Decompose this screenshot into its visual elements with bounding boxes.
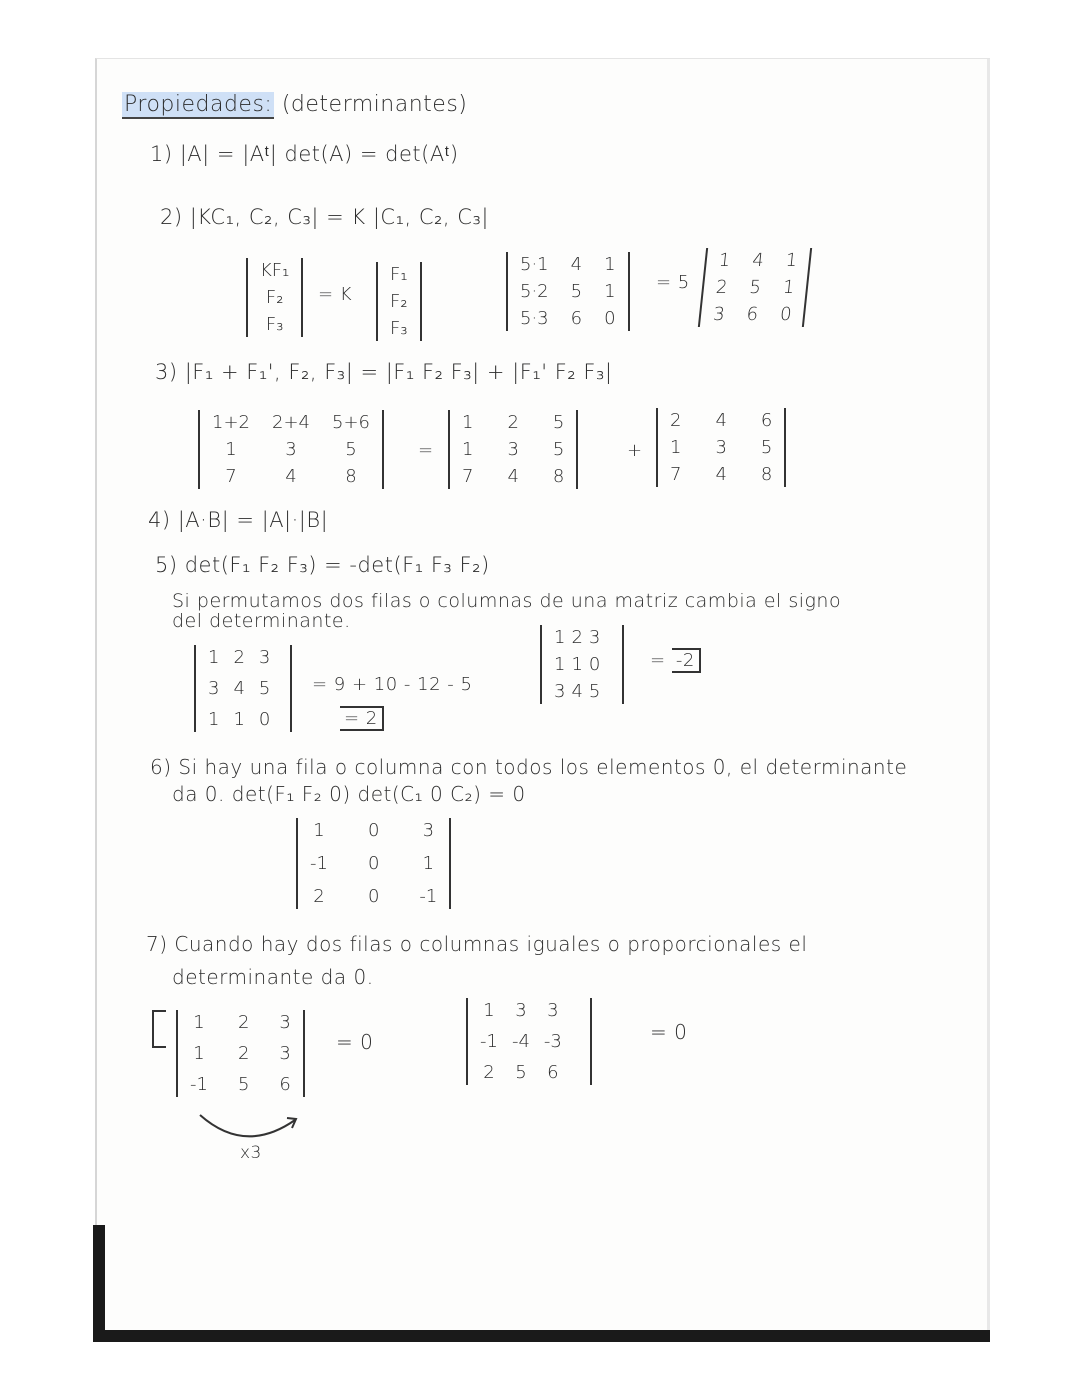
property-2: 2) |KC₁, C₂, C₃| = K |C₁, C₂, C₃| <box>160 205 489 229</box>
matrix-cell: 1 <box>462 439 474 460</box>
equals-zero-b: = 0 <box>650 1020 688 1044</box>
matrix-cell: KF₁ <box>260 260 290 281</box>
matrix-cell: 1 <box>571 654 583 675</box>
matrix-cell: 2 <box>237 1012 250 1033</box>
matrix-cell: 1 <box>208 647 220 668</box>
matrix-7b <box>466 998 592 1085</box>
matrix-cell: 0 <box>778 304 793 325</box>
property-4: 4) |A·B| = |A|·|B| <box>148 508 329 532</box>
matrix-cell: 1 <box>208 709 220 730</box>
matrix-cell: -1 <box>480 1031 498 1052</box>
matrix-cell: 1 <box>784 250 799 271</box>
matrix-cell: 1 <box>422 853 435 874</box>
matrix-cell: 5·3 <box>520 308 549 329</box>
matrix-cell: -1 <box>190 1074 208 1095</box>
matrix-cell: 1 <box>604 281 616 302</box>
matrix-cell: 0 <box>367 853 380 874</box>
matrix-cell: F₁ <box>390 264 408 285</box>
matrix-cell: 1 <box>225 439 237 460</box>
matrix-cell: 1 <box>462 412 474 433</box>
matrix-cell: 5 <box>570 281 583 302</box>
matrix-cell: 8 <box>345 466 357 487</box>
property-3: 3) |F₁ + F₁', F₂, F₃| = |F₁ F₂ F₃| + |F₁' F₂ F₃| <box>155 360 613 384</box>
background-edge <box>93 1225 105 1340</box>
matrix-cell: 3 <box>422 820 435 841</box>
matrix-7a <box>176 1010 305 1097</box>
matrix-cell: 3 <box>712 304 726 325</box>
matrix-cell: 2 <box>670 410 682 431</box>
matrix-5b <box>540 625 624 704</box>
matrix-f <box>376 262 422 341</box>
matrix-cell: 2 <box>313 886 325 907</box>
matrix-cell: -1 <box>310 853 328 874</box>
matrix-cell: 5 <box>345 439 357 460</box>
matrix-cell: 4 <box>285 466 297 487</box>
matrix-cell: 5 <box>588 681 601 702</box>
matrix-kf <box>246 258 303 337</box>
plus-sign: + <box>627 440 643 461</box>
matrix-cell: 3 <box>515 1000 527 1021</box>
result-a <box>340 708 384 729</box>
matrix-cell: 3 <box>715 437 727 458</box>
matrix-cell: 4 <box>751 250 765 271</box>
matrix-cell: 2 <box>233 647 245 668</box>
matrix-cell: 7 <box>225 466 237 487</box>
matrix-cell: -3 <box>543 1031 562 1052</box>
matrix-cell: 5 <box>760 437 773 458</box>
matrix-cell: 3 <box>554 681 566 702</box>
result-b <box>650 650 701 671</box>
matrix-cell: 2 <box>571 627 583 648</box>
matrix-cell: 5·2 <box>520 281 549 302</box>
matrix-cell: 5 <box>515 1062 527 1083</box>
matrix-cell: F₂ <box>390 291 408 312</box>
matrix-cell: 3 <box>258 647 271 668</box>
matrix-cell: 3 <box>507 439 519 460</box>
property-6-cont: da 0. det(F₁ F₂ 0) det(C₁ 0 C₂) = 0 <box>172 782 526 806</box>
matrix-cell: 5 <box>552 412 565 433</box>
matrix-cell: 2 <box>714 277 729 298</box>
property-7-cont: determinante da 0. <box>172 965 374 989</box>
matrix-cell: -1 <box>419 886 438 907</box>
property-5: 5) det(F₁ F₂ F₃) = -det(F₁ F₃ F₂) <box>155 553 490 577</box>
matrix-cell: 4 <box>715 410 727 431</box>
matrix-cell: 4 <box>570 254 583 275</box>
matrix-cell: 1 <box>554 654 566 675</box>
matrix-cell: 6 <box>745 304 760 325</box>
background-edge <box>93 1330 990 1342</box>
matrix-cell: 1 <box>781 277 796 298</box>
matrix-6 <box>296 818 451 909</box>
matrix-cell: 8 <box>760 464 773 485</box>
matrix-cell: 0 <box>367 820 380 841</box>
matrix-cell: 0 <box>588 654 601 675</box>
matrix-cell: 5 <box>258 678 271 699</box>
matrix-cell: 4 <box>715 464 727 485</box>
matrix-cell: 5·1 <box>520 254 549 275</box>
equals-zero-a: = 0 <box>336 1030 374 1054</box>
matrix-cell: 6 <box>570 308 583 329</box>
matrix-cell: 5+6 <box>332 412 370 433</box>
matrix-cell: 1 <box>670 437 682 458</box>
matrix-cell: 1 <box>193 1043 205 1064</box>
matrix-cell: 6 <box>547 1062 559 1083</box>
matrix-cell: 1 <box>233 709 245 730</box>
result-b-box: -2 <box>672 648 701 673</box>
matrix-cell: 0 <box>367 886 380 907</box>
equals-5: = 5 <box>656 272 690 293</box>
matrix-5a <box>194 645 292 732</box>
equals-sign: = <box>418 440 434 461</box>
matrix-cell: F₂ <box>265 287 284 308</box>
title-highlight: Propiedades: <box>124 92 273 117</box>
matrix-cell: 2+4 <box>272 412 310 433</box>
matrix-cell: 1+2 <box>212 412 250 433</box>
matrix-cell: 1 <box>604 254 616 275</box>
matrix-example-factored <box>698 248 813 327</box>
matrix-cell: 6 <box>760 410 773 431</box>
property-5-description-cont: del determinante. <box>172 610 351 632</box>
property-6: 6) Si hay una fila o columna con todos los elementos 0, el determinante <box>150 755 908 779</box>
matrix-cell: 0 <box>604 308 616 329</box>
matrix-cell: 4 <box>571 681 583 702</box>
matrix-cell: F₃ <box>265 314 284 335</box>
matrix-cell: 3 <box>285 439 297 460</box>
matrix-cell: 6 <box>279 1074 291 1095</box>
matrix-example-5 <box>506 252 630 331</box>
property-5-description: Si permutamos dos filas o columnas de una matriz cambia el signo <box>172 590 842 612</box>
matrix-cell: 3 <box>208 678 220 699</box>
matrix-cell: -4 <box>511 1031 530 1052</box>
page-title <box>122 92 467 117</box>
property-7: 7) Cuando hay dos filas o columnas iguales o proporcionales el <box>146 932 808 956</box>
matrix-cell: 5 <box>237 1074 250 1095</box>
bracket-mark <box>152 1010 166 1048</box>
matrix-cell: F₃ <box>390 318 408 339</box>
matrix-cell: 3 <box>588 627 601 648</box>
matrix-cell: 5 <box>748 277 763 298</box>
matrix-cell: 1 <box>554 627 566 648</box>
matrix-cell: 3 <box>547 1000 559 1021</box>
matrix-cell: 2 <box>507 412 519 433</box>
matrix-sum <box>198 410 384 489</box>
calculation: = 9 + 10 - 12 - 5 <box>312 674 473 695</box>
matrix-cell: 0 <box>258 709 271 730</box>
matrix-cell: 7 <box>462 466 474 487</box>
equals-sign: = <box>650 650 666 671</box>
matrix-cell: 5 <box>552 439 565 460</box>
matrix-cell: 3 <box>279 1012 291 1033</box>
equals-k: = K <box>318 284 353 305</box>
matrix-cell: 1 <box>313 820 325 841</box>
matrix-cell: 4 <box>507 466 519 487</box>
matrix-cell: 2 <box>237 1043 250 1064</box>
matrix-part-2 <box>656 408 786 487</box>
matrix-cell: 7 <box>670 464 682 485</box>
arrow-label: x3 <box>240 1143 262 1163</box>
matrix-cell: 8 <box>552 466 565 487</box>
matrix-cell: 1 <box>193 1012 205 1033</box>
matrix-cell: 1 <box>717 250 732 271</box>
matrix-cell: 3 <box>279 1043 291 1064</box>
matrix-cell: 4 <box>233 678 245 699</box>
property-1: 1) |A| = |Aᵗ| det(A) = det(Aᵗ) <box>150 142 459 166</box>
matrix-part-1 <box>448 410 578 489</box>
result-a-box: = 2 <box>340 706 384 731</box>
matrix-cell: 2 <box>483 1062 495 1083</box>
matrix-cell: 1 <box>483 1000 495 1021</box>
title-subtitle: (determinantes) <box>281 92 468 117</box>
